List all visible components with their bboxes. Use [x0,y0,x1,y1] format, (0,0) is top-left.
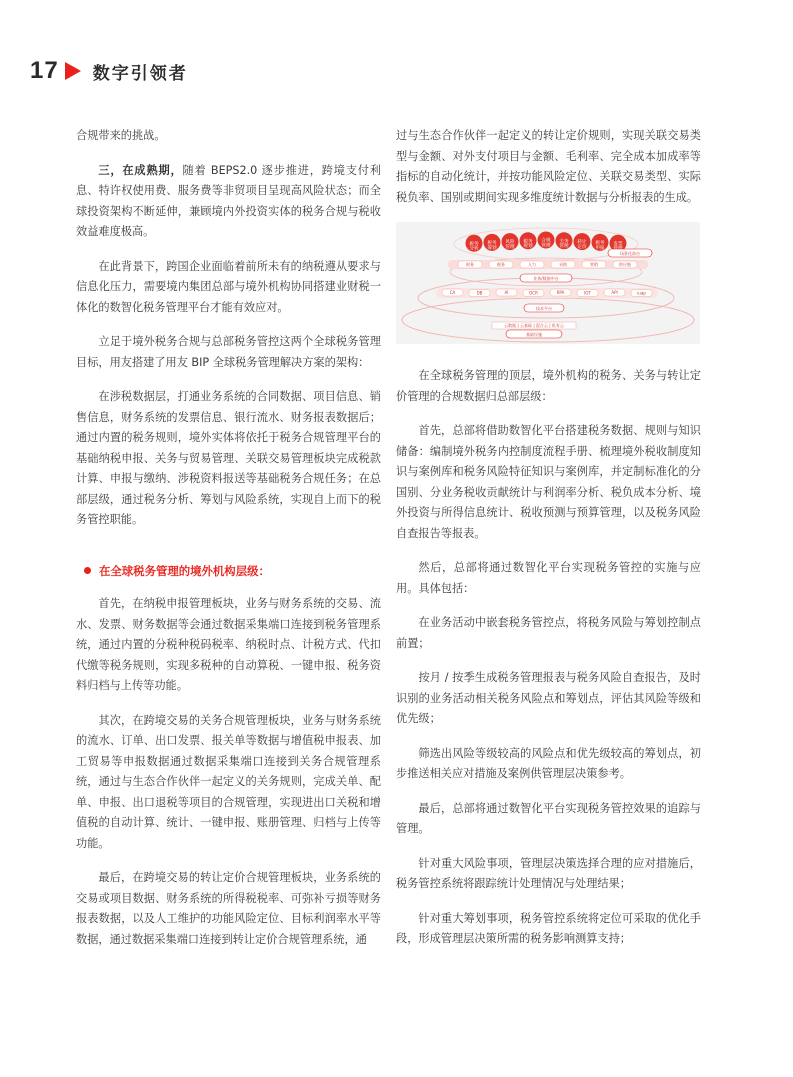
architecture-figure [396,222,700,344]
tech-node-label: iuap [637,290,646,296]
tech-node [523,290,544,297]
tech-node-label: API [611,290,618,295]
tech-node [442,289,463,296]
tech-node-label: RPA [556,290,565,295]
top-node [520,232,537,249]
tech-node [577,290,598,297]
page-number: 17 [30,57,59,84]
tech-node-label: CA [449,290,456,295]
mid-node-label: 税务 [497,262,505,267]
lead-phrase: 三，在成熟期， [98,163,183,177]
section-heading [76,561,381,582]
paragraph: 然后，总部将通过数智化平台实现税务管控的实施与应用。具体包括： [396,561,701,595]
paragraph: 其次，在跨境交易的关务合规管理板块，业务与财务系统的流水、订单、出口发票、报关单等数据与增值税申报表、加工贸易等申报数据通过数据采集端口连接到关务合规管理系统，通过与生态合作伙伴一起定义的关务规则，完成关单、配单、申报、出口退税等项目的合规管理，实现进出口关税和增值税的自动计算、统计、一键申报、账册管理、归档与上传等功能。 [76,713,381,850]
tier-label-front: 场景化前台 [620,251,640,256]
top-node [556,232,573,249]
mid-node-label: 供应链 [619,262,631,267]
top-node-label-2: 规划 [523,244,533,250]
paragraph: 在此背景下，跨国企业面临着前所未有的纳税遵从要求与信息化压力，需要境内集团总部与境外机构协同搭建业财税一体化的数智化税务管理平台才能有效应对。 [76,259,381,314]
mid-node-label: 采购 [559,262,567,267]
top-node [466,235,483,252]
top-node-label: 税务 [595,241,605,246]
paragraph: 首先，总部将借助数智化平台搭建税务数据、规则与知识储备：编制境外税务内控制度流程手册、梳理境外税收制度知识与案例库和税务风险特征知识与案例库，并定制标准化的分国别、分业务税收贡献统计与利润率分析、税负成本分析、境外投资与所得信息统计、税收预测与预算管理，以及税务风险自查报告等报表。 [396,424,701,540]
paragraph: 最后，总部将通过数智化平台实现税务管控效果的追踪与管理。 [396,801,701,835]
mid-node-label: 财务 [466,262,474,267]
tech-node-label: IOT [584,290,591,296]
tech-node [469,290,490,297]
top-node-label: 税务 [469,241,479,247]
top-node-label-2: 筹划 [487,245,497,251]
top-node [484,234,501,251]
tech-node-label: AI [504,290,509,295]
mid-node [489,261,513,268]
top-node-label: 发票 [613,241,623,247]
tier-label-middle: 业务/数据中台 [533,276,559,281]
architecture-diagram [396,222,700,344]
top-node-label-2: 分析 [469,246,479,252]
mid-node [582,261,606,268]
paragraph: 按月 / 按季生成税务管理报表与税务风险自查报告，及时识别的业务活动相关税务风险点和筹划点，评估其风险等级和优先级； [396,671,701,725]
base-text: 云数据 | 云基础 | 混合云 | 私有云 [504,323,564,328]
paragraph: 合规带来的挑战。 [76,129,166,142]
top-node [592,234,609,251]
paragraph-mature-stage [76,161,381,243]
top-node-label: 合规 [541,238,551,244]
top-node-label-2: 管理 [541,243,551,249]
page-header [30,56,188,86]
top-node [574,233,591,250]
tech-node [604,289,625,296]
tier-label-base: 基础设施 [526,332,542,337]
paragraph: 在业务活动中嵌套税务管控点，将税务风险与筹划控制点前置； [396,616,701,650]
paragraph: 首先，在纳税申报管理板块，业务与财务系统的交易、流水、发票、财务数据等会通过数据采集端口连接到税务管理系统，通过内置的分税种税码税率、纳税时点、计税方式、代扣代缴等税务规则，实现多税种的自动算税、一键申报、税务资料归档与上传等功能。 [76,597,381,692]
paragraph: 针对重大风险事项，管理层决策选择合理的应对措施后，税务管控系统将跟踪统计处理情况与处理结果； [396,856,701,890]
top-node-label-2: 申报 [595,245,605,251]
mid-node-label: 营销 [590,262,598,267]
paragraph: 在全球税务管理的顶层，境外机构的税务、关务与转让定价管理的合规数据归总部层级： [396,369,701,403]
top-node-label-2: 管理 [559,244,569,250]
paragraph: 立足于境外税务合规与总部税务管控这两个全球税务管理目标，用友搭建了用友 BIP 全球税务管理解决方案的架构： [76,335,381,369]
top-node-label: 税务 [487,241,497,246]
tech-node [496,289,517,296]
paragraph: 针对重大筹划事项，税务管控系统将定位可采取的优化手段，形成管理层决策所需的税务影响测算支持； [396,911,701,945]
play-triangle-icon [65,62,81,80]
section-heading-text: 在全球税务管理的境外机构层级： [99,563,270,578]
mid-node [458,261,482,268]
mid-node [520,261,544,268]
mid-node-label: 人力 [528,262,536,267]
top-node-label-2: 管理 [505,245,515,250]
top-node [502,233,519,250]
top-node-label: 风险 [505,240,515,246]
top-node-label: 关务 [559,239,569,245]
tech-node-label: DB [476,290,483,296]
top-node-label: 转让 [577,240,587,246]
tech-node-label: OCR [529,290,538,296]
top-node [538,232,555,249]
top-node-label: 税务 [523,239,533,245]
tier-label-tech: 技术平台 [536,306,552,311]
right-column [396,126,701,964]
bullet-dot-icon [84,567,91,574]
paragraph: 筛选出风险等级较高的风险点和优先级较高的筹划点，初步推送相关应对措施及案例供管理层决策参考。 [396,746,701,780]
paragraph: 在涉税数据层，打通业务系统的合同数据、项目信息、销售信息，财务系统的发票信息、银行流水、财务报表数据后；通过内置的税务规则，境外实体将依托于税务合规管理平台的基础纳税申报、关务与贸易管理、关联交易管理板块完成税款计算、申报与缴纳、涉税资料报送等基础税务合规任务；在总部层级，通过税务分析、筹划与风险系统，实现自上而下的税务管控职能。 [76,390,381,526]
paragraph: 过与生态合作伙伴一起定义的转让定价规则，实现关联交易类型与金额、对外支付项目与金额、毛利率、完全成本加成率等指标的自动化统计，并按功能风险定位、关联交易类型、实际税负率、国别或期间实现多维度统计数据与分析报表的生成。 [396,129,701,204]
paragraph-text: 随着 BEPS2.0 逐步推进，跨境支付利息、特许权使用费、服务费等非贸项目呈现高风险状态；而全球投资架构不断延伸，兼顾境内外投资实体的税务合规与税收效益难度极高。 [76,163,381,238]
paragraph: 最后，在跨境交易的转让定价合规管理板块，业务系统的交易或项目数据、财务系统的所得税税率、可弥补亏损等财务报表数据，以及人工维护的功能风险定位、目标利润率水平等数据，通过数据采集端口连接到转让定价合规管理系统，通 [76,871,381,946]
tech-node [550,289,571,296]
mid-node [613,261,637,268]
top-node-label-2: 定价 [577,245,587,250]
tech-node [631,290,652,297]
mid-node [551,261,575,268]
left-column [76,126,381,964]
running-title: 数字引领者 [92,63,188,84]
